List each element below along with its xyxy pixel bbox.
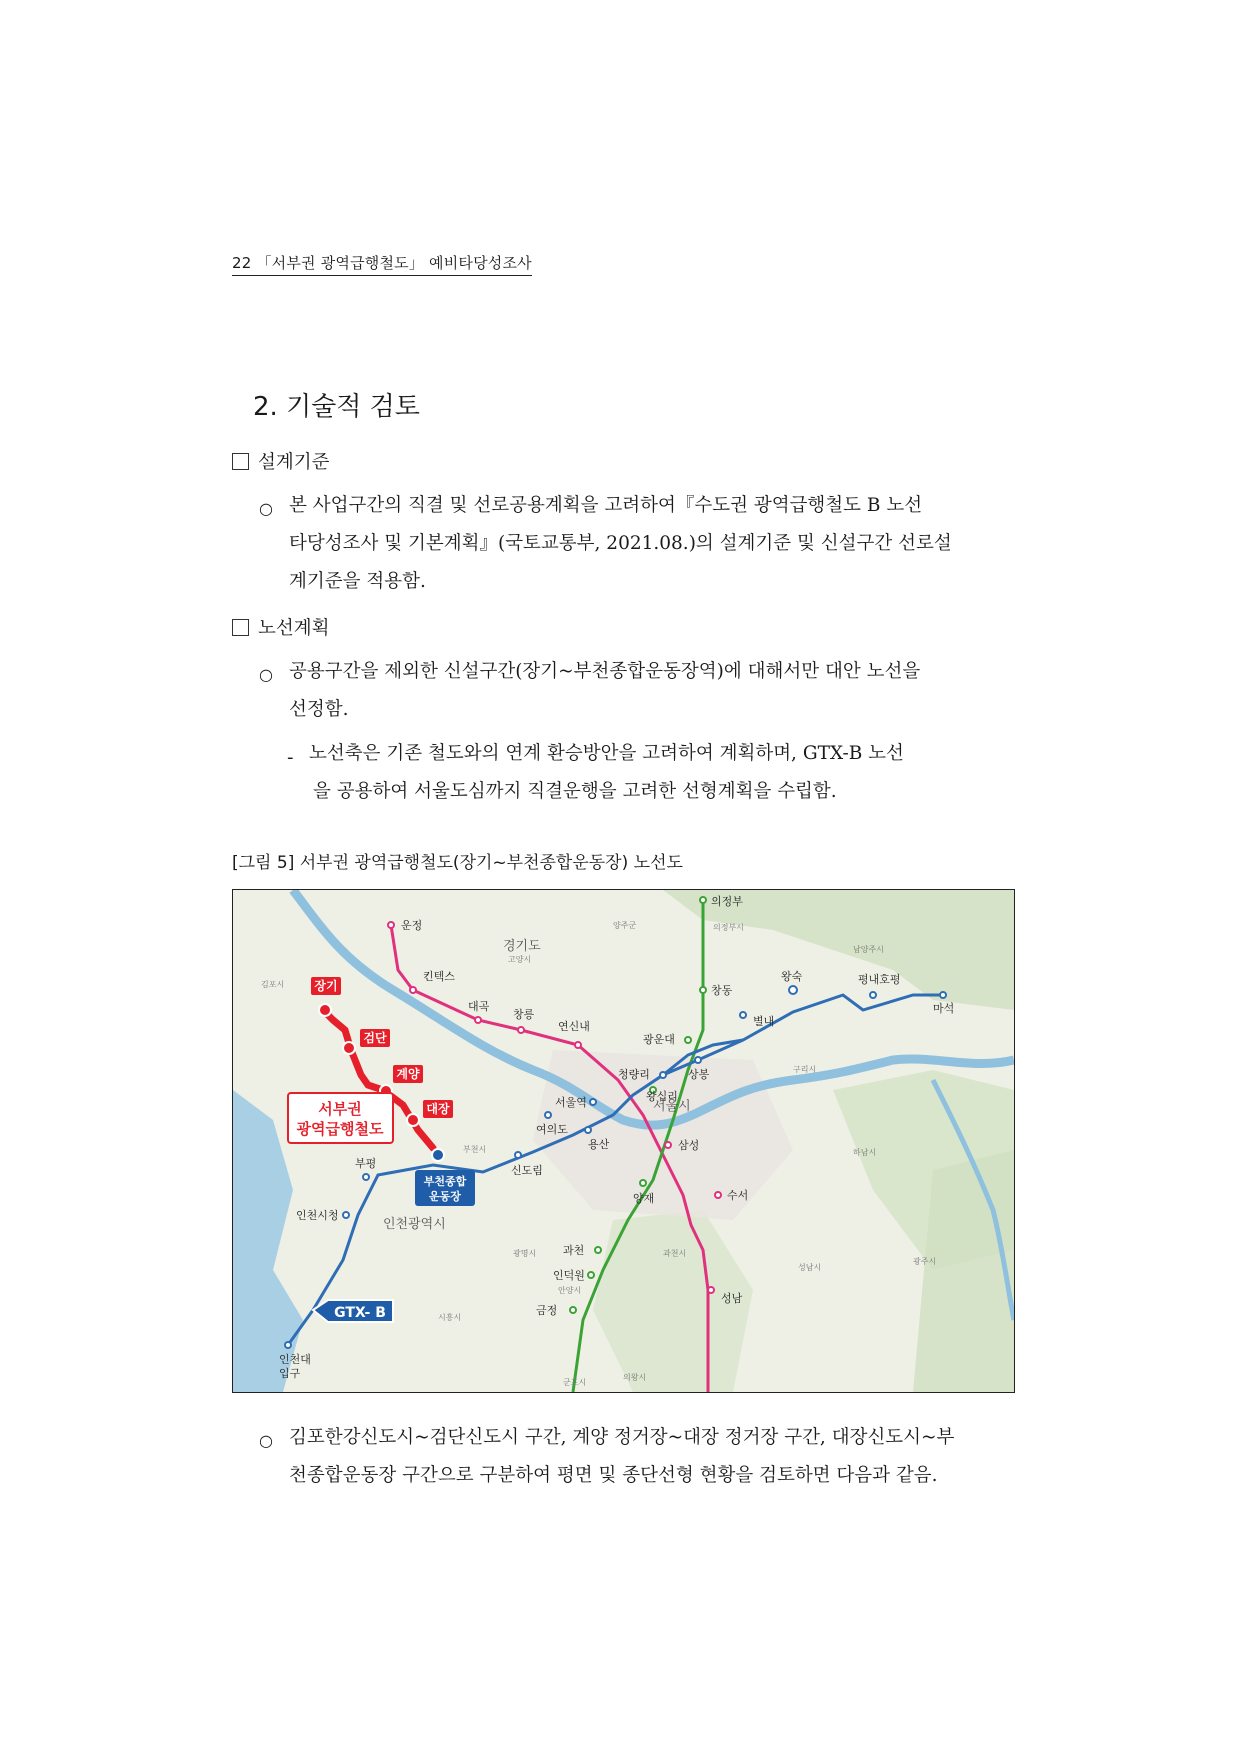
- figure-caption: [그림 5] 서부권 광역급행철도(장기~부천종합운동장) 노선도: [232, 853, 683, 873]
- dot-inha: [285, 1342, 291, 1348]
- design-criteria-line1: 본 사업구간의 직결 및 선로공용계획을 고려하여『수도권 광역급행철도 B 노선: [289, 495, 923, 516]
- route-plan-sub-line1: 노선축은 기존 철도와의 연계 환승방안을 고려하여 계획하며, GTX-B 노선: [309, 743, 904, 764]
- route-plan-heading: [232, 614, 329, 640]
- gtx-b-callout-text: GTX- B: [334, 1305, 386, 1321]
- label-geomdan: 검단: [363, 1031, 387, 1045]
- route-plan-paragraph: [289, 653, 1013, 729]
- circle-bullet-icon: ○: [259, 499, 273, 518]
- station-dot-daejang: [407, 1114, 419, 1126]
- region-gwangju: 광주시: [913, 1257, 937, 1266]
- region-gimpo: 김포시: [261, 980, 285, 989]
- route-map: [232, 889, 1015, 1393]
- region-gunpo: 군포시: [563, 1378, 587, 1387]
- route-plan-sub-line2: 을 공용하여 서울도심까지 직결운행을 고려한 선형계획을 수립함.: [313, 781, 837, 802]
- region-gwangmyeong: 광명시: [513, 1249, 537, 1258]
- region-bucheon: 부천시: [463, 1145, 487, 1154]
- project-name-line2: 광역급행철도: [296, 1120, 384, 1138]
- bucheon-label-line2: 운동장: [429, 1190, 461, 1203]
- label-daejang: 대장: [426, 1102, 450, 1116]
- station-suseo: 수서: [727, 1189, 749, 1202]
- station-gwangundae: 광운대: [643, 1033, 675, 1046]
- dot-sindorim: [515, 1152, 521, 1158]
- dot-kintex: [410, 987, 416, 993]
- dot-yeouido: [545, 1112, 551, 1118]
- region-seongnam-si: 성남시: [798, 1263, 822, 1272]
- station-yongsan: 용산: [588, 1138, 610, 1151]
- dot-pyeongnae: [870, 992, 876, 998]
- dot-byeollae: [740, 1012, 746, 1018]
- closing-paragraph: [289, 1419, 1013, 1495]
- circle-bullet-icon: ○: [259, 1431, 273, 1450]
- project-name-line1: 서부권: [318, 1100, 362, 1118]
- station-dot-janggi: [319, 1004, 331, 1016]
- region-siheung: 시흥시: [438, 1313, 462, 1322]
- label-janggi: 장기: [314, 979, 338, 993]
- route-plan-sub-paragraph: [309, 735, 1013, 811]
- dot-indeogwon: [588, 1272, 594, 1278]
- dot-incheon-cityhall: [343, 1212, 349, 1218]
- station-indeogwon: 인덕원: [553, 1269, 585, 1282]
- station-samseong: 삼성: [678, 1139, 700, 1152]
- station-gwacheon: 과천: [563, 1244, 585, 1257]
- bucheon-label-line1: 부천종합: [423, 1175, 467, 1188]
- dot-gwacheon: [595, 1247, 601, 1253]
- dot-bupyeong: [363, 1174, 369, 1180]
- dot-uijeongbu: [700, 897, 706, 903]
- design-criteria-line2: 타당성조사 및 기본계획』(국토교통부, 2021.08.)의 설계기준 및 신설구간 선로설: [289, 533, 952, 554]
- region-goyang: 고양시: [508, 955, 532, 964]
- region-namyangju: 남양주시: [853, 945, 884, 954]
- dot-seongnam: [708, 1287, 714, 1293]
- station-dot-geomdan: [343, 1042, 355, 1054]
- dot-samseong: [665, 1142, 671, 1148]
- station-sindorim: 신도림: [511, 1164, 543, 1177]
- checkbox-square-icon: [232, 453, 249, 470]
- label-gyeyang: 계양: [396, 1067, 420, 1081]
- section-title: 2. 기술적 검토: [253, 392, 420, 422]
- station-changdong: 창동: [711, 984, 733, 997]
- station-byeollae: 별내: [753, 1015, 775, 1028]
- station-yeouido: 여의도: [536, 1123, 568, 1136]
- region-incheon: 인천광역시: [383, 1217, 446, 1232]
- dot-cheongnyangni: [660, 1072, 666, 1078]
- dot-unjeong: [388, 922, 394, 928]
- station-dot-bucheon: [432, 1149, 444, 1161]
- checkbox-square-icon: [232, 619, 249, 636]
- station-seoulyeok: 서울역: [555, 1096, 587, 1109]
- page-header: 22 「서부권 광역급행철도」 예비타당성조사: [232, 252, 532, 276]
- region-hanam: 하남시: [853, 1148, 877, 1157]
- region-seoul: 서울시: [653, 1099, 691, 1114]
- station-cheongnyangni: 청량리: [618, 1068, 650, 1081]
- station-unjeong: 운정: [401, 919, 423, 932]
- station-uijeongbu: 의정부: [711, 895, 743, 908]
- station-sangbong: 상봉: [688, 1068, 710, 1081]
- station-bupyeong: 부평: [355, 1157, 377, 1170]
- station-yangjae: 양재: [633, 1192, 655, 1205]
- circle-bullet-icon: ○: [259, 665, 273, 684]
- dot-suseo: [715, 1192, 721, 1198]
- dot-yeonsinnae: [575, 1042, 581, 1048]
- dot-yangjae: [640, 1180, 646, 1186]
- route-plan-heading-text: 노선계획: [258, 618, 330, 639]
- dot-gwangundae: [685, 1037, 691, 1043]
- route-plan-line2: 선정함.: [289, 699, 349, 720]
- station-incheon-cityhall: 인천시청: [296, 1209, 339, 1222]
- station-seongnam: 성남: [721, 1292, 743, 1305]
- dot-seoulyeok: [590, 1099, 596, 1105]
- dot-daegok: [475, 1017, 481, 1023]
- station-wangsimni: 왕십리: [646, 1090, 678, 1103]
- dot-changneung: [518, 1027, 524, 1033]
- dot-maseok: [940, 992, 946, 998]
- region-yangju: 양주군: [613, 921, 637, 930]
- dot-changdong: [700, 987, 706, 993]
- station-wangsuk: 왕숙: [781, 970, 803, 983]
- route-map-svg: [233, 890, 1014, 1392]
- region-uijeongbu-si: 의정부시: [713, 923, 744, 932]
- dot-sangbong: [695, 1057, 701, 1063]
- station-daegok: 대곡: [468, 1000, 490, 1013]
- region-uiwang: 의왕시: [623, 1373, 647, 1382]
- station-inha-line2: 입구: [279, 1367, 301, 1380]
- station-geumjeong: 금정: [536, 1304, 558, 1317]
- region-gwacheon-si: 과천시: [663, 1249, 687, 1258]
- region-gyeonggi: 경기도: [503, 939, 541, 954]
- dot-wangsuk: [789, 986, 797, 994]
- station-pyeongnae: 평내호평: [858, 973, 901, 986]
- design-criteria-line3: 계기준을 적용함.: [289, 571, 426, 592]
- design-criteria-paragraph: [289, 487, 1013, 601]
- design-criteria-heading-text: 설계기준: [258, 452, 330, 473]
- dash-bullet: -: [287, 747, 294, 768]
- region-anyang: 안양시: [558, 1286, 582, 1295]
- closing-line2: 천종합운동장 구간으로 구분하여 평면 및 종단선형 현황을 검토하면 다음과 같음.: [289, 1465, 938, 1486]
- closing-line1: 김포한강신도시~검단신도시 구간, 계양 정거장~대장 정거장 구간, 대장신도시~부: [289, 1427, 955, 1448]
- station-changneung: 창릉: [513, 1008, 535, 1021]
- station-maseok: 마석: [933, 1002, 955, 1015]
- design-criteria-heading: [232, 448, 329, 474]
- region-guri: 구리시: [793, 1065, 817, 1074]
- station-yeonsinnae: 연신내: [558, 1020, 590, 1033]
- route-plan-line1: 공용구간을 제외한 신설구간(장기~부천종합운동장역)에 대해서만 대안 노선을: [289, 661, 921, 682]
- station-inha-line1: 인천대: [279, 1353, 311, 1366]
- station-kintex: 킨텍스: [423, 970, 455, 983]
- dot-yongsan: [585, 1127, 591, 1133]
- dot-geumjeong: [570, 1307, 576, 1313]
